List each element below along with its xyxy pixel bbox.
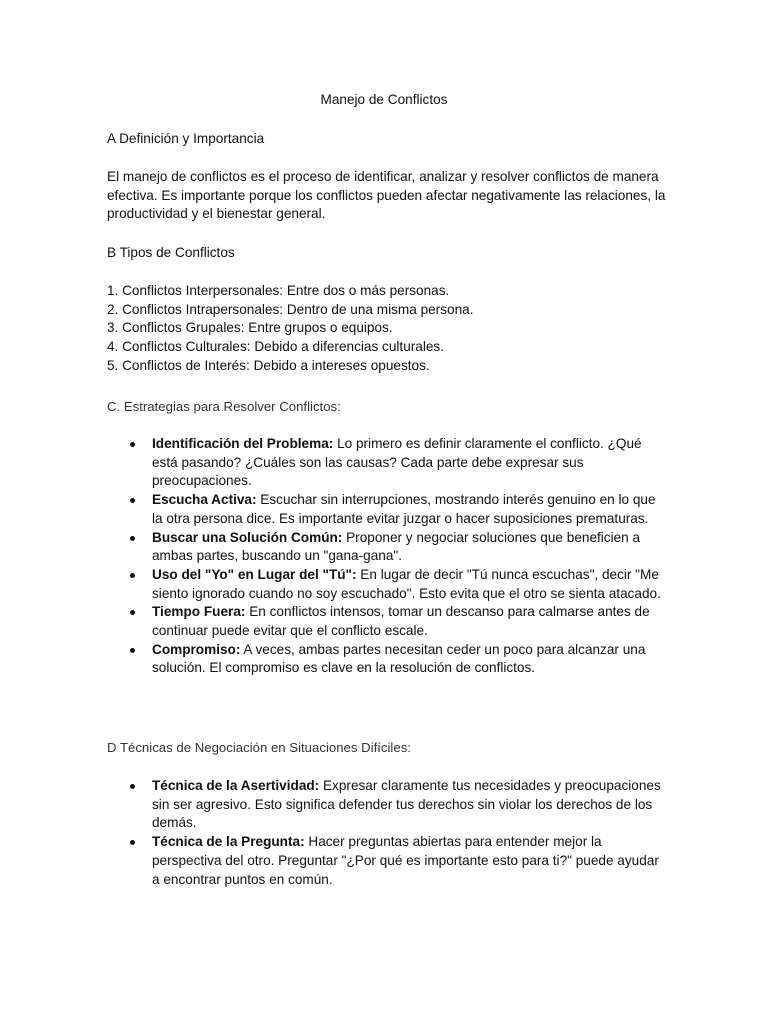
item-term: Identificación del Problema:	[152, 436, 334, 451]
list-item	[107, 435, 667, 491]
item-text: Proponer y negociar soluciones que beneficien a ambas partes, buscando un "gana-gana".	[152, 529, 641, 564]
bullet-icon	[130, 498, 135, 503]
item-term: Tiempo Fuera:	[152, 604, 246, 620]
list-item	[107, 566, 667, 603]
bullet-icon	[130, 840, 135, 845]
bullet-icon	[130, 610, 135, 615]
item-text: Expresar claramente tus necesidades y preocupaciones sin ser agresivo. Esto significa defender tus derechos sin violar los derechos de los demás.	[152, 778, 661, 831]
section-a-paragraph: El manejo de conflictos es el proceso de identificar, analizar y resolver conflictos de manera efectiva. Es importante porque los conflictos pueden afectar negativamente las relaciones, la productividad y el bienestar general.	[107, 169, 666, 222]
list-item: 3. Conflictos Grupales: Entre grupos o equipos.	[107, 320, 393, 336]
item-text: Escuchar sin interrupciones, mostrando interés genuino en lo que la otra persona dice. Es importante evitar juzgar o hacer suposiciones prematuras.	[152, 492, 656, 526]
item-term: Compromiso:	[152, 641, 241, 657]
bullet-icon	[130, 784, 135, 789]
item-term: Técnica de la Asertividad:	[152, 778, 320, 793]
list-item: 1. Conflictos Interpersonales: Entre dos o más personas.	[107, 283, 450, 298]
list-item	[107, 529, 667, 566]
bullet-icon	[130, 442, 135, 447]
list-item: 5. Conflictos de Interés: Debido a intereses opuestos.	[107, 357, 430, 373]
bullet-icon	[130, 573, 135, 578]
section-d-list	[107, 777, 667, 889]
bullet-icon	[130, 536, 135, 541]
document-title: Manejo de Conflictos	[320, 92, 448, 107]
section-b-list	[107, 282, 667, 375]
item-text: En lugar de decir "Tú nunca escuchas", decir "Me siento ignorado cuando no soy escuchado". Esto evita que el otro se sienta atacado.	[152, 566, 661, 601]
item-text: Hacer preguntas abiertas para entender mejor la perspectiva del otro. Preguntar "¿Por qué es importante esto para ti?" puede ayudar a encontrar puntos en común.	[152, 834, 659, 887]
item-term: Buscar una Solución Común:	[152, 529, 343, 545]
section-c-heading: C. Estrategias para Resolver Conflictos:	[107, 399, 341, 414]
section-b-heading: B Tipos de Conflictos	[107, 245, 235, 260]
section-a-heading: A Definición y Importancia	[107, 131, 265, 146]
list-item: 4. Conflictos Culturales: Debido a diferencias culturales.	[107, 339, 444, 355]
item-term: Escucha Activa:	[152, 492, 257, 508]
list-item	[107, 641, 667, 678]
item-term: Técnica de la Pregunta:	[152, 834, 305, 850]
list-item	[107, 777, 667, 833]
list-item: 2. Conflictos Intrapersonales: Dentro de una misma persona.	[107, 301, 474, 317]
section-c-list	[107, 435, 667, 678]
list-item	[107, 603, 667, 640]
item-text: Lo primero es definir claramente el conflicto. ¿Qué está pasando? ¿Cuáles son las causas? Cada parte debe expresar sus preocupaciones.	[152, 436, 642, 489]
section-d-heading: D Técnicas de Negociación en Situaciones Difíciles:	[107, 740, 411, 755]
item-term: Uso del "Yo" en Lugar del "Tú":	[152, 566, 357, 582]
item-text: En conflictos intensos, tomar un descanso para calmarse antes de continuar puede evitar que el conflicto escale.	[152, 604, 650, 639]
bullet-icon	[130, 648, 135, 653]
list-item	[107, 491, 667, 528]
item-text: A veces, ambas partes necesitan ceder un poco para alcanzar una solución. El compromiso es clave en la resolución de conflictos.	[152, 641, 646, 676]
list-item	[107, 833, 667, 889]
